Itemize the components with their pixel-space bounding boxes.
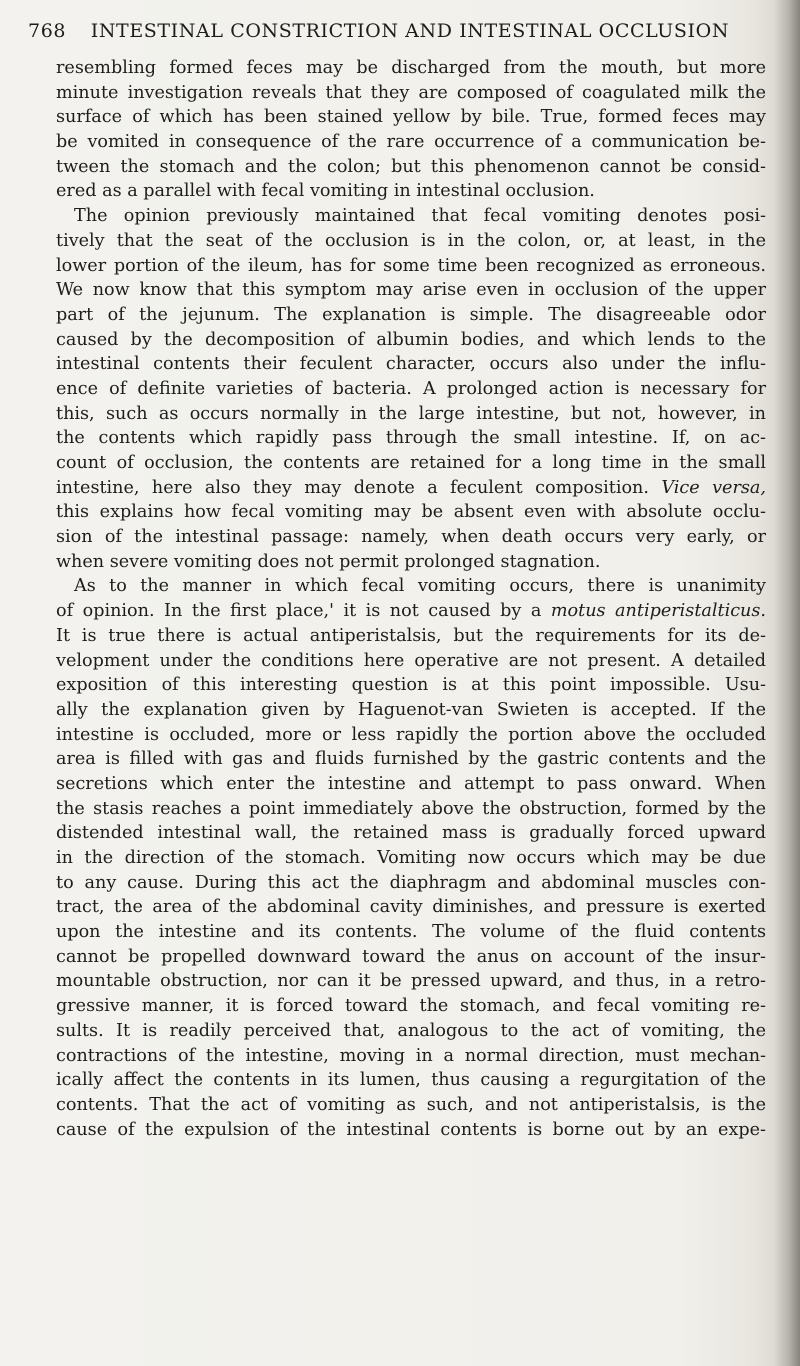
text-line: upon the intestine and its contents. The volume of the fluid contents — [56, 922, 766, 943]
text-line: ence of definite varieties of bacteria. A prolonged action is necessary for — [56, 378, 766, 399]
text-line: ically affect the contents in its lumen, thus causing a regurgitation of the — [56, 1070, 766, 1091]
text-line — [56, 599, 766, 624]
text-line: intestinal contents their feculent character, occurs also under the influ- — [56, 354, 766, 375]
text-line: sion of the intestinal passage: namely, when death occurs very early, or — [56, 527, 766, 548]
text-line: It is true there is actual antiperistalsis, but the requirements for its de- — [56, 625, 766, 646]
text-line: area is filled with gas and fluids furnished by the gastric contents and the — [56, 749, 766, 770]
text-line: ered as a parallel with fecal vomiting in intestinal occlusion. — [56, 181, 595, 202]
text-line: contents. That the act of vomiting as such, and not antiperistalsis, is the — [56, 1094, 766, 1115]
paragraph-start: The opinion previously maintained that fecal vomiting denotes posi- — [74, 206, 766, 227]
body-text — [56, 56, 766, 1142]
text-line: this explains how fecal vomiting may be absent even with absolute occlu- — [56, 502, 766, 523]
text-line: distended intestinal wall, the retained mass is gradually forced upward — [56, 823, 766, 844]
text-line: surface of which has been stained yellow by bile. True, formed feces may — [56, 107, 766, 128]
text-line: exposition of this interesting question is at this point impossible. Usu- — [56, 675, 766, 696]
text-line: tween the stomach and the colon; but this phenomenon cannot be consid- — [56, 156, 766, 177]
text-line-start: intestine, here also they may denote a feculent composition. — [56, 477, 649, 498]
text-line: lower portion of the ileum, has for some time been recognized as erroneous. — [56, 255, 766, 276]
text-line: We now know that this symptom may arise even in occlusion of the upper — [56, 280, 766, 301]
running-title: INTESTINAL CONSTRICTION AND INTESTINAL OCCLUSION — [90, 20, 730, 42]
text-line: velopment under the conditions here operative are not present. A detailed — [56, 650, 766, 671]
text-line: count of occlusion, the contents are retained for a long time in the small — [56, 453, 766, 473]
text-line-start: of opinion. In the first place,' it is not caused by a — [56, 601, 542, 622]
text-line: mountable obstruction, nor can it be pressed upward, and thus, in a retro- — [56, 971, 766, 992]
running-head — [28, 20, 768, 52]
text-line: contractions of the intestine, moving in a normal direction, must mechan- — [56, 1045, 766, 1066]
text-line: in the direction of the stomach. Vomiting now occurs which may be due — [56, 848, 766, 868]
paragraph-start: As to the manner in which fecal vomiting occurs, there is unanimity — [74, 576, 766, 597]
text-line — [56, 476, 766, 501]
text-line: tract, the area of the abdominal cavity diminishes, and pressure is exerted — [56, 897, 766, 918]
text-line: resembling formed feces may be discharged from the mouth, but more — [56, 58, 766, 78]
text-line: be vomited in consequence of the rare occurrence of a communication be- — [56, 132, 766, 153]
text-line: minute investigation reveals that they are composed of coagulated milk the — [56, 82, 766, 103]
italic-phrase-vice-versa: Vice versa, — [661, 477, 766, 498]
text-line: this, such as occurs normally in the large intestine, but not, however, in — [56, 403, 766, 424]
text-line: gressive manner, it is forced toward the stomach, and fecal vomiting re- — [56, 996, 766, 1017]
text-line: ally the explanation given by Haguenot-van Swieten is accepted. If the — [56, 699, 766, 720]
text-line: when severe vomiting does not permit prolonged stagnation. — [56, 551, 601, 572]
text-line: cause of the expulsion of the intestinal contents is borne out by an expe- — [56, 1119, 766, 1140]
text-line: sults. It is readily perceived that, analogous to the act of vomiting, the — [56, 1020, 766, 1041]
text-line: caused by the decomposition of albumin bodies, and which lends to the — [56, 329, 766, 350]
text-line: tively that the seat of the occlusion is in the colon, or, at least, in the — [56, 230, 766, 251]
italic-phrase-motus: motus antiperistalticus. — [550, 601, 767, 622]
text-line: part of the jejunum. The explanation is simple. The disagreeable odor — [56, 304, 766, 325]
page-number: 768 — [28, 20, 67, 42]
text-line: the contents which rapidly pass through the small intestine. If, on ac- — [56, 428, 766, 449]
text-line: the stasis reaches a point immediately above the obstruction, formed by the — [56, 798, 766, 819]
page-edge-shadow — [774, 0, 800, 1366]
text-line: intestine is occluded, more or less rapidly the portion above the occluded — [56, 724, 766, 745]
text-line: secretions which enter the intestine and attempt to pass onward. When — [56, 773, 766, 794]
text-line: to any cause. During this act the diaphragm and abdominal muscles con- — [56, 872, 766, 893]
text-line: cannot be propelled downward toward the anus on account of the insur- — [56, 946, 766, 967]
